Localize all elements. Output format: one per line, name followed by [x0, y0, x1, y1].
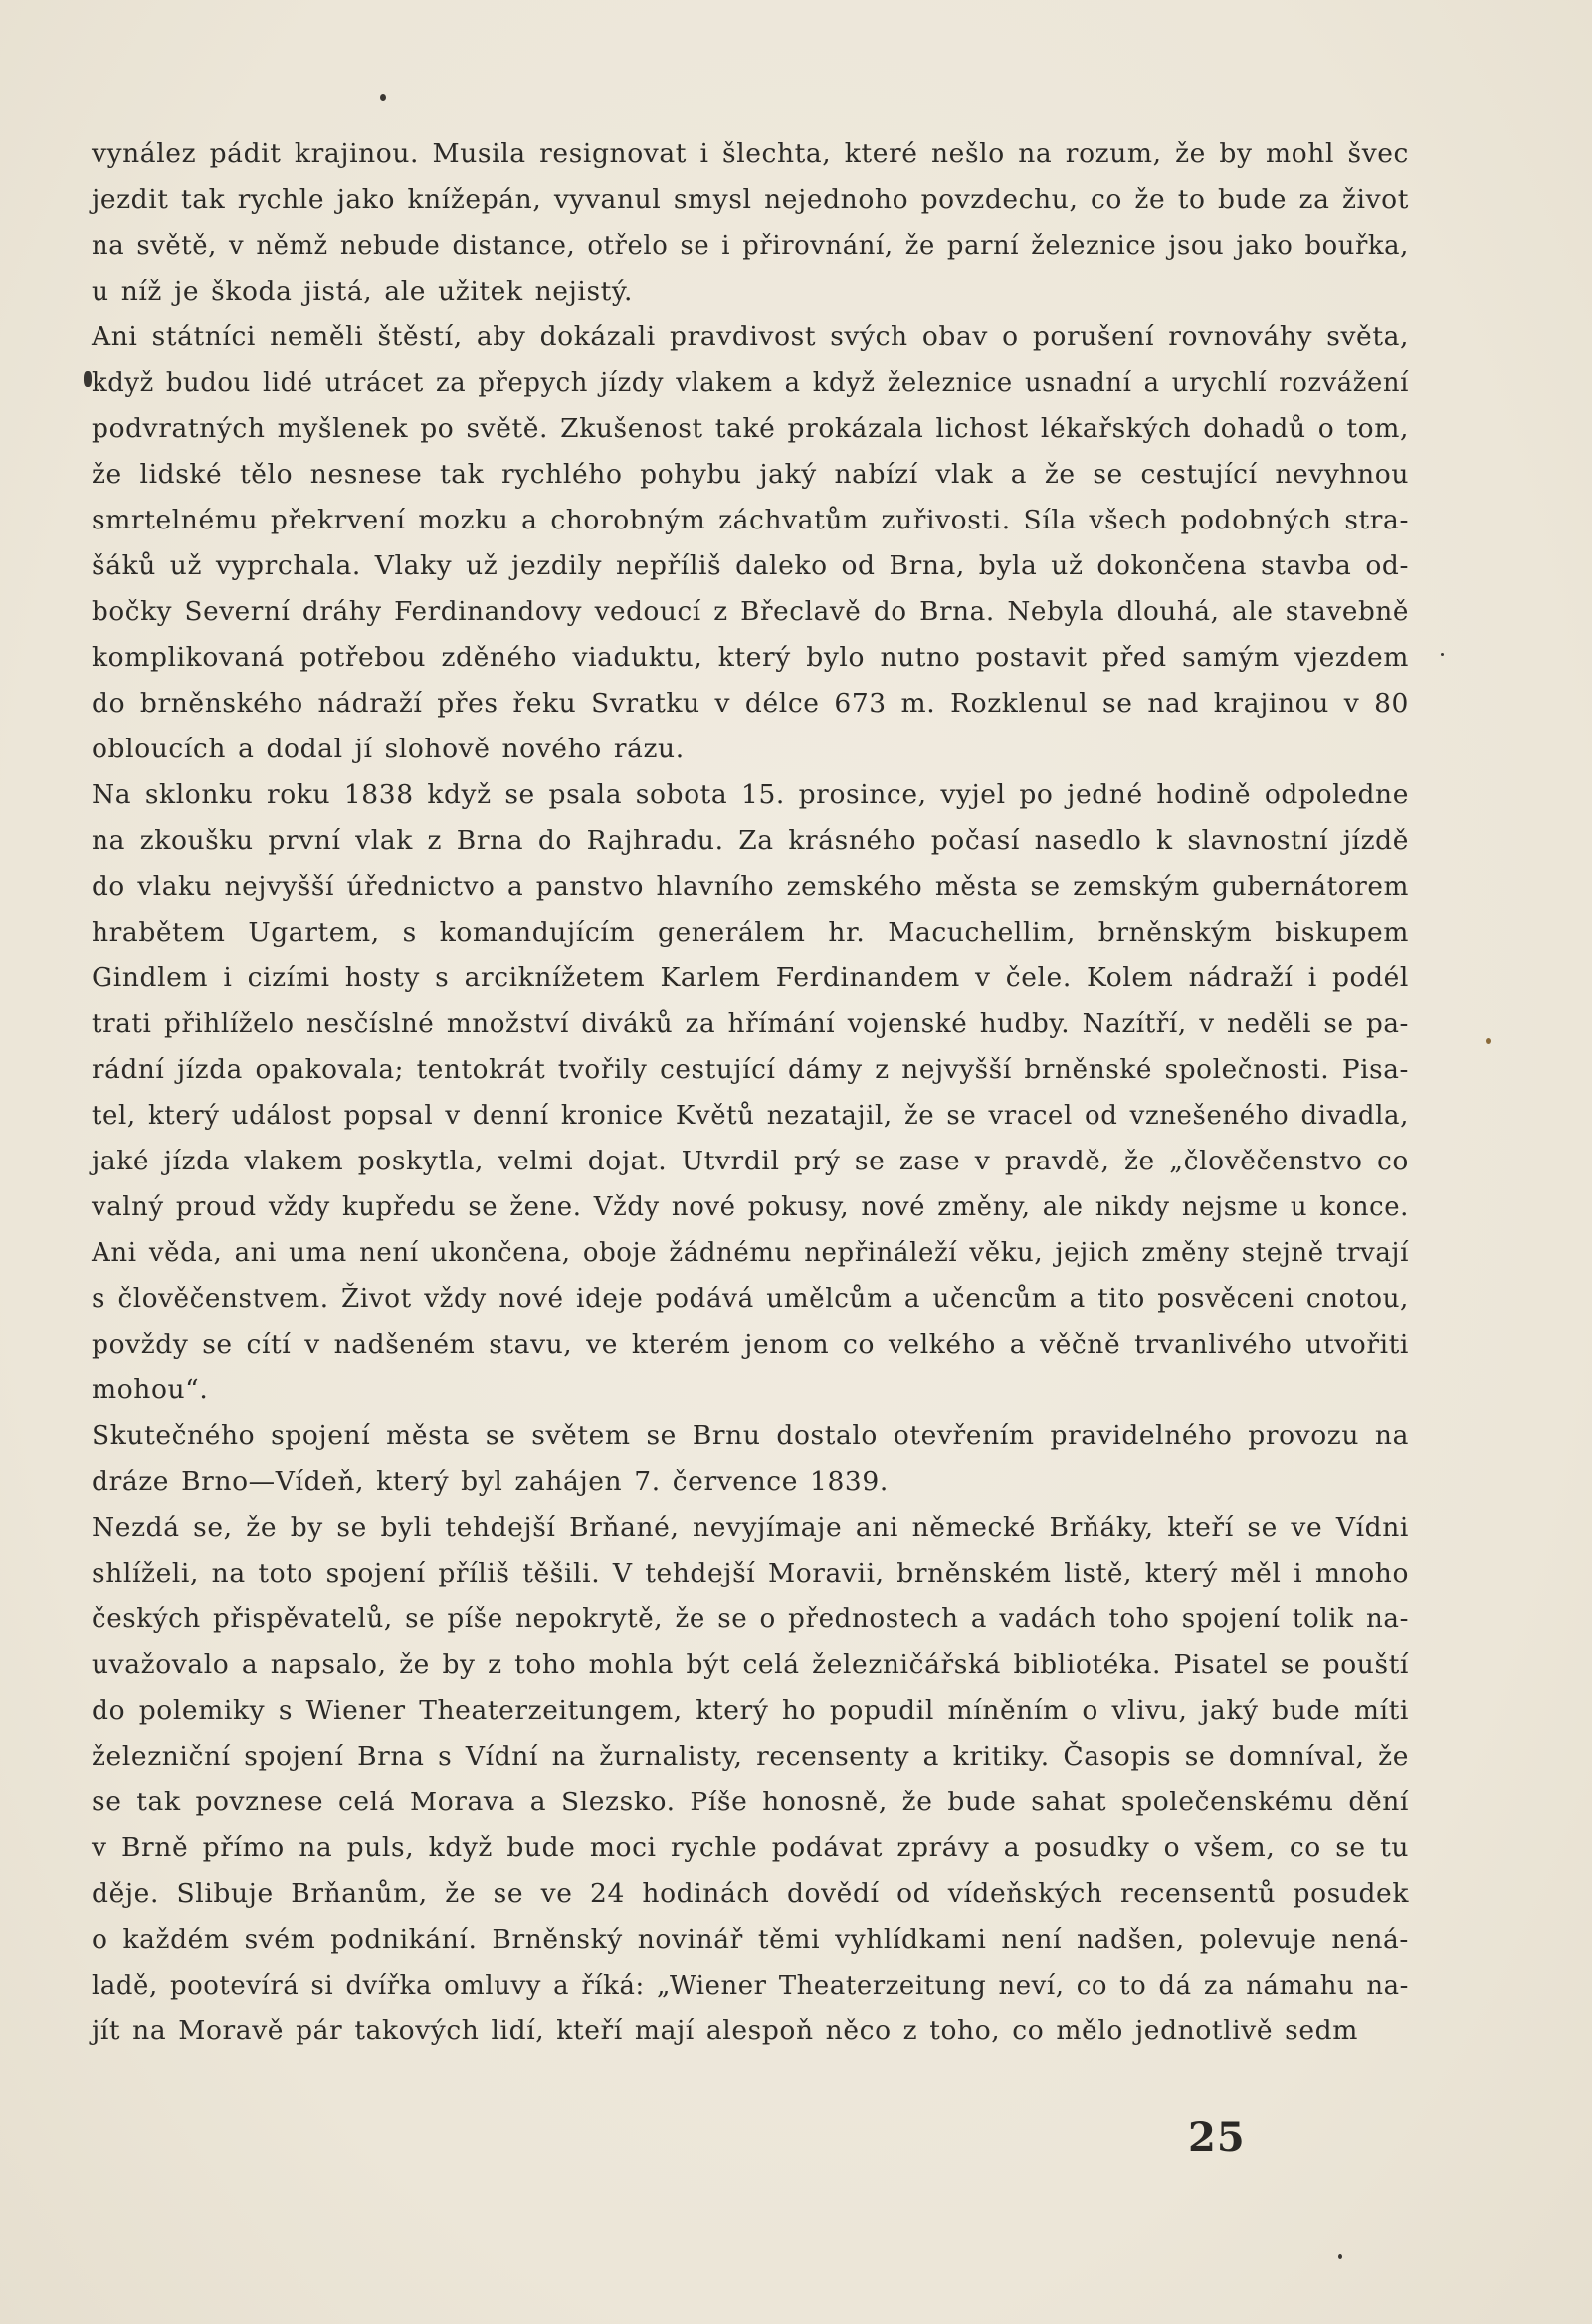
text-line: jezdit tak rychle jako knížepán, vyvanul smysl nejednoho povzdechu, co že to bude za život — [92, 184, 1409, 215]
text-line: Nezdá se, že by se byli tehdejší Brňané, nevyjímaje ani německé Brňáky, kteří se ve Vídni — [92, 1512, 1409, 1543]
text-line: u níž je škoda jistá, ale užitek nejistý. — [92, 276, 633, 307]
text-line: trati přihlíželo nesčíslné množství diváků za hřímání vojenské hudby. Nazítří, v neděli se pa- — [92, 1009, 1409, 1039]
text-line: o každém svém podnikání. Brněnský novinář těmi vyhlídkami není nadšen, polevuje nená- — [92, 1924, 1409, 1955]
ink-speck-top — [380, 94, 386, 101]
paragraph — [92, 131, 1409, 315]
text-line: v Brně přímo na puls, když bude moci rychle podávat zprávy a posudky o všem, co se tu — [92, 1832, 1409, 1863]
paragraph — [92, 772, 1409, 1413]
text-line: na zkoušku první vlak z Brna do Rajhradu. Za krásného počasí nasedlo k slavnostní jízdě — [92, 825, 1409, 856]
body-text — [92, 131, 1409, 2054]
text-line: když budou lidé utrácet za přepych jízdy vlakem a když železnice usnadní a urychlí rozvážení — [92, 368, 1409, 398]
ink-mark-left-margin — [84, 371, 92, 387]
text-line: hrabětem Ugartem, s komandujícím generálem hr. Macuchellim, brněnským biskupem — [92, 917, 1409, 948]
text-line: Gindlem i cizími hosty s arciknížetem Karlem Ferdinandem v čele. Kolem nádraží i podél — [92, 962, 1409, 993]
text-line: do polemiky s Wiener Theaterzeitungem, který ho popudil míněním o vlivu, jaký bude míti — [92, 1695, 1409, 1726]
text-line: jaké jízda vlakem poskytla, velmi dojat. Utvrdil prý se zase v pravdě, že „člověčenstvo co — [92, 1146, 1409, 1176]
paragraph — [92, 1413, 1409, 1505]
text-line: českých přispěvatelů, se píše nepokrytě, že se o přednostech a vadách toho spojení tolik na- — [92, 1604, 1409, 1634]
text-line: se tak povznese celá Morava a Slezsko. Píše honosně, že bude sahat společenskému dění — [92, 1787, 1409, 1817]
text-line: šáků už vyprchala. Vlaky už jezdily nepříliš daleko od Brna, byla už dokončena stavba od- — [92, 550, 1409, 581]
text-line: mohou“. — [92, 1374, 209, 1405]
paragraph — [92, 315, 1409, 772]
text-line: vynález pádit krajinou. Musila resignovat i šlechta, které nešlo na rozum, že by mohl švec — [92, 138, 1409, 169]
text-line: povždy se cítí v nadšeném stavu, ve kterém jenom co velkého a věčně trvanlivého utvořiti — [92, 1329, 1409, 1360]
text-line: s člověčenstvem. Život vždy nové ideje podává umělcům a učencům a tito posvěceni cnotou, — [92, 1284, 1409, 1314]
text-line: do vlaku nejvyšší úřednictvo a panstvo hlavního zemského města se zemským gubernátorem — [92, 872, 1409, 902]
text-line: do brněnského nádraží přes řeku Svratku v délce 673 m. Rozklenul se nad krajinou v 80 — [92, 688, 1409, 719]
text-line: komplikovaná potřebou zděného viaduktu, který bylo nutno postavit před samým vjezdem — [92, 642, 1409, 673]
text-line: uvažovalo a napsalo, že by z toho mohla být celá železničářská bibliotéka. Pisatel se pouští — [92, 1649, 1409, 1680]
ink-speck-right-margin — [1441, 653, 1444, 656]
text-line: ladě, pootevírá si dvířka omluvy a říká: „Wiener Theaterzeitung neví, co to dá za námahu na- — [92, 1971, 1409, 2001]
text-line: Ani věda, ani uma není ukončena, oboje žádnému nepřináleží věku, jejich změny stejně trvají — [92, 1238, 1409, 1268]
text-line: bočky Severní dráhy Ferdinandovy vedoucí z Břeclavě do Brna. Nebyla dlouhá, ale stavebně — [92, 597, 1409, 627]
ink-speck-bottom — [1338, 2254, 1342, 2259]
text-line: rádní jízda opakovala; tentokrát tvořily cestující dámy z nejvyšší brněnské společnosti. Pisa- — [92, 1055, 1409, 1085]
text-line: shlíželi, na toto spojení příliš těšili. V tehdejší Moravii, brněnském listě, který měl i mnoho — [92, 1558, 1409, 1588]
text-line: Skutečného spojení města se světem se Brnu dostalo otevřením pravidelného provozu na — [92, 1420, 1409, 1451]
text-line: na světě, v němž nebude distance, otřelo se i přirovnání, že parní železnice jsou jako bouřka, — [92, 231, 1409, 261]
text-line: dráze Brno—Vídeň, který byl zahájen 7. července 1839. — [92, 1466, 889, 1497]
text-line: jít na Moravě pár takových lidí, kteří mají alespoň něco z toho, co mělo jednotlivě sedm — [92, 2015, 1358, 2046]
text-line: smrtelnému překrvení mozku a chorobným záchvatům zuřivosti. Síla všech podobných stra- — [92, 505, 1409, 535]
text-line: podvratných myšlenek po světě. Zkušenost také prokázala lichost lékařských dohadů o tom, — [92, 413, 1409, 444]
text-line: Ani státníci neměli štěstí, aby dokázali pravdivost svých obav o porušení rovnováhy světa, — [92, 321, 1409, 352]
ink-speck-right-margin-2 — [1486, 1038, 1491, 1044]
text-line: tel, který událost popsal v denní kronice Květů nezatajil, že se vracel od vznešeného divadla, — [92, 1101, 1409, 1131]
paragraph — [92, 1505, 1409, 2054]
text-line: železniční spojení Brna s Vídní na žurnalisty, recensenty a kritiky. Časopis se domníval, že — [92, 1741, 1409, 1772]
text-line: obloucích a dodal jí slohově nového rázu. — [92, 734, 685, 764]
text-line: že lidské tělo nesnese tak rychlého pohybu jaký nabízí vlak a že se cestující nevyhnou — [92, 459, 1409, 490]
text-line: Na sklonku roku 1838 když se psala sobota 15. prosince, vyjel po jedné hodině odpoledne — [92, 779, 1409, 810]
text-line: děje. Slibuje Brňanům, že se ve 24 hodinách dovědí od vídeňských recensentů posudek — [92, 1878, 1409, 1909]
page-number: 25 — [1188, 2114, 1246, 2161]
text-line: valný proud vždy kupředu se žene. Vždy nové pokusy, nové změny, ale nikdy nejsme u konce. — [92, 1192, 1409, 1222]
